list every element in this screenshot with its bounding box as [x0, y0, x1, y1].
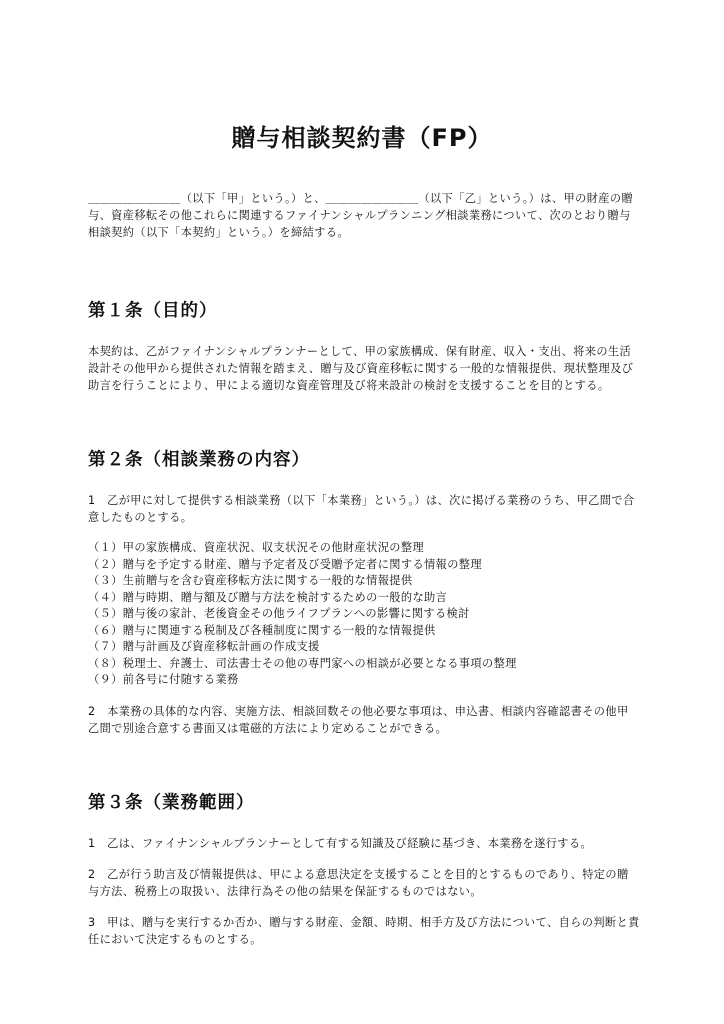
article-1: [88, 299, 640, 394]
list-item: （６）贈与に関連する税制及び各種制度に関する一般的な情報提供: [88, 623, 436, 637]
list-item: （３）生前贈与を含む資産移転方法に関する一般的な情報提供: [88, 574, 413, 587]
list-item: （７）贈与計画及び資産移転計画の作成支援: [88, 640, 320, 653]
article-2: [88, 448, 640, 737]
article-1-paragraph: 本契約は、乙がファイナンシャルプランナーとして、甲の家族構成、保有財産、収入・支出、将来の生活設計その他甲から提供された情報を踏まえ、贈与及び資産移転に関する一般的な情報提供、現状整理及び助言を行うことにより、甲による適切な資産管理及び将来設計の検討を支援することを目的とする。: [88, 345, 634, 392]
article-1-heading: 第１条（目的）: [88, 301, 218, 321]
list-item: （８）税理士、弁護士、司法書士その他の専門家への相談が必要となる事項の整理: [88, 656, 517, 670]
article-2-paragraph-1: 1 乙が甲に対して提供する相談業務（以下「本業務」という。）は、次に掲げる業務のうち、甲乙間で合意したものとする。: [88, 494, 635, 524]
article-3-heading: 第３条（業務範囲）: [88, 792, 255, 813]
list-item: （５）贈与後の家計、老後資金その他ライフプランへの影響に関する検討: [88, 607, 470, 620]
document-body: [88, 190, 640, 1002]
article-3-paragraph-3: 3 甲は、贈与を実行するか否か、贈与する財産、金額、時期、相手方及び方法について、自らの判断と責任において決定するものとする。: [88, 915, 640, 946]
article-2-item-list: [88, 540, 640, 689]
article-2-paragraph-2: 2 本業務の具体的な内容、実施方法、相談回数その他必要な事項は、申込書、相談内容確認書その他甲乙間で別途合意する書面又は電磁的方法により定めることができる。: [88, 704, 629, 735]
article-3-paragraph-2: 2 乙が行う助言及び情報提供は、甲による意思決定を支援することを目的とするものであり、特定の贈与方法、税務上の取扱い、法律行為その他の結果を保証するものではない。: [88, 867, 629, 898]
list-item: （２）贈与を予定する財産、贈与予定者及び受贈予定者に関する情報の整理: [88, 557, 482, 571]
intro-paragraph: ＿＿＿＿＿＿＿＿（以下「甲」という。）と、＿＿＿＿＿＿＿＿（以下「乙」という。）は、甲の財産の贈与、資産移転その他これらに関連するファイナンシャルプランニング相談業務について、次のとおり贈与相談契約（以下「本契約」という。）を締結する。: [88, 192, 634, 239]
article-3-paragraph-1: 1 乙は、ファイナンシャルプランナーとして有する知識及び経験に基づき、本業務を遂行する。: [88, 836, 593, 850]
document-title: 贈与相談契約書（FP）: [231, 124, 493, 152]
list-item: （１）甲の家族構成、資産状況、収支状況その他財産状況の整理: [88, 541, 425, 554]
list-item: （４）贈与時期、贈与額及び贈与方法を検討するための一般的な助言: [88, 590, 448, 604]
article-2-heading: 第２条（相談業務の内容）: [88, 450, 310, 470]
list-item: （９）前各号に付随する業務: [88, 673, 239, 686]
article-3: [88, 791, 640, 948]
